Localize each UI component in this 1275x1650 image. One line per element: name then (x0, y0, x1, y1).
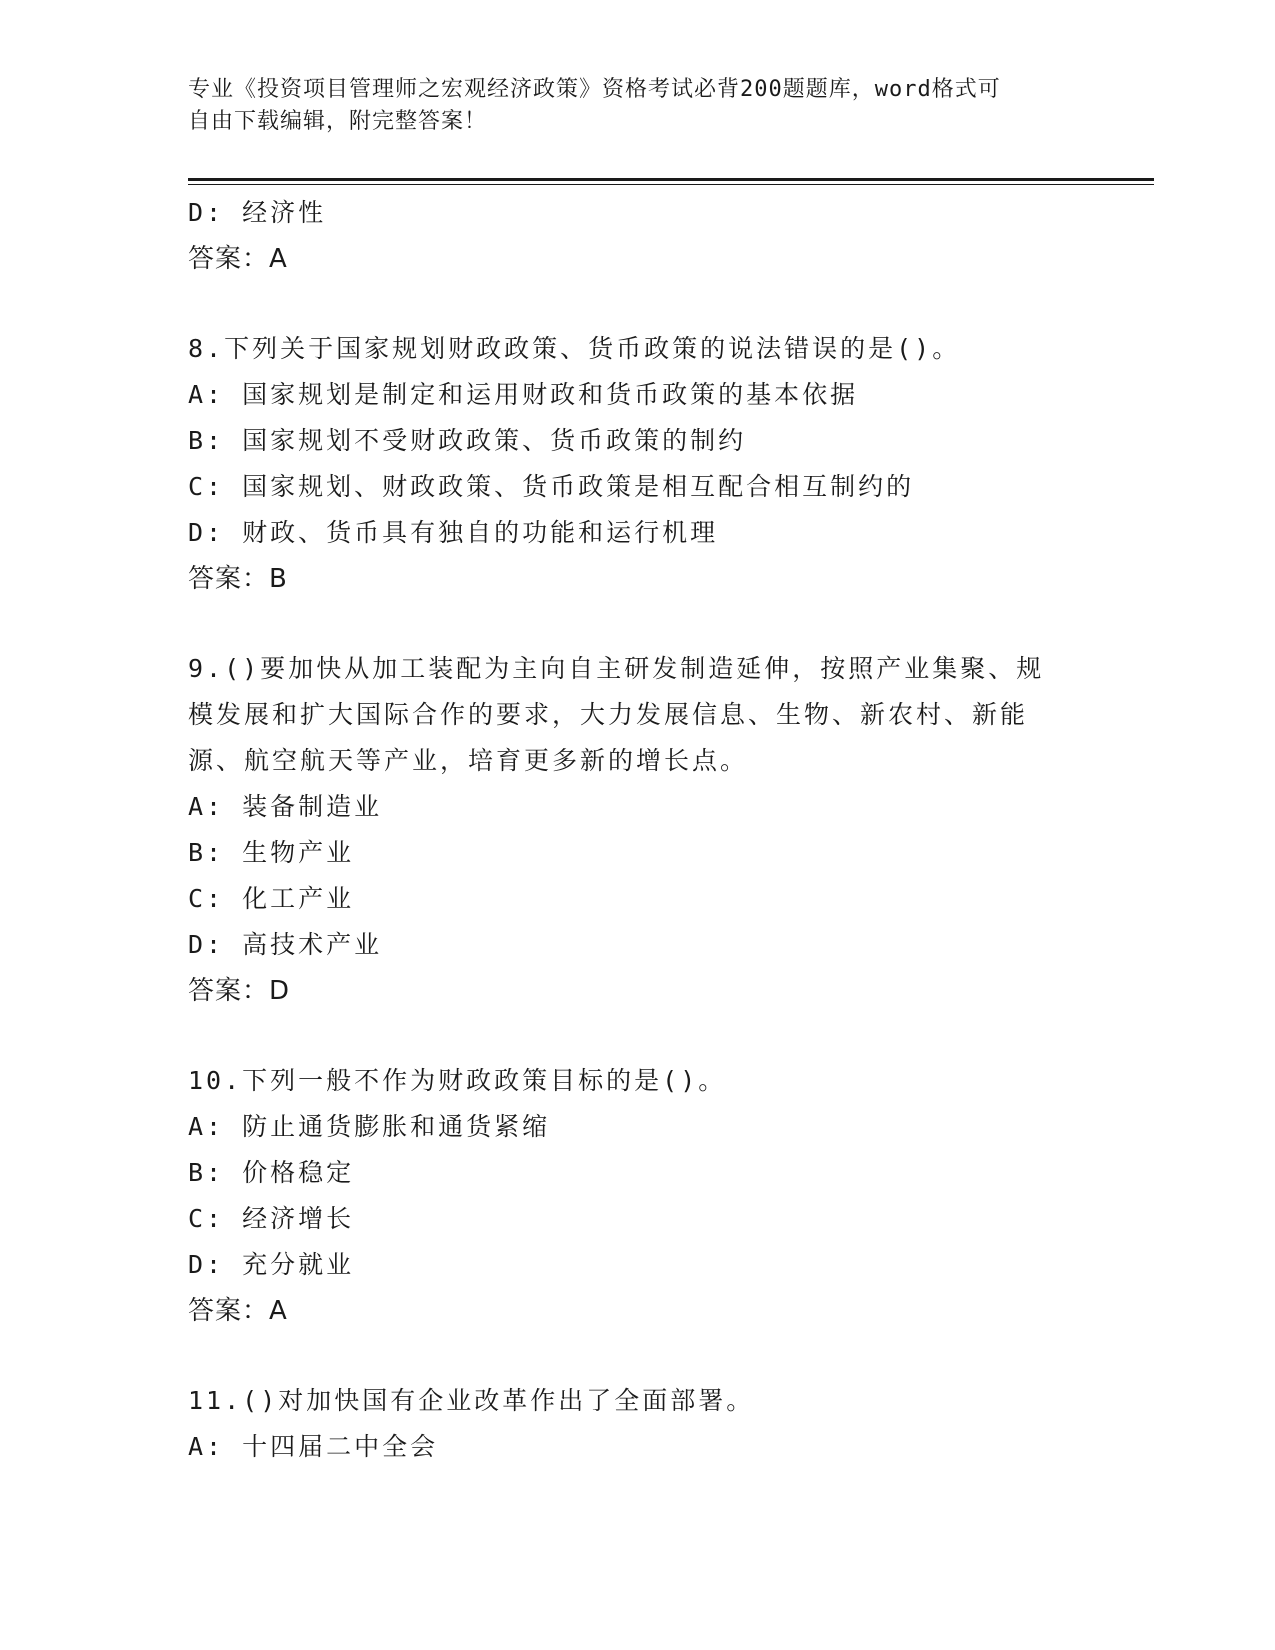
q8-option-c: C: 国家规划、财政政策、货币政策是相互配合相互制约的 (188, 472, 915, 501)
q8-option-d: D: 财政、货币具有独自的功能和运行机理 (188, 518, 719, 547)
header-title-line1: 专业《投资项目管理师之宏观经济政策》资格考试必背200题题库，word格式可 (188, 77, 1001, 102)
q9-answer: 答案：D (188, 976, 291, 1006)
q8-option-a: A: 国家规划是制定和运用财政和货币政策的基本依据 (188, 380, 859, 409)
spacer (188, 602, 1068, 646)
header-divider-thick (188, 178, 1154, 181)
q10-option-b: B: 价格稳定 (188, 1158, 355, 1187)
q10-question: 10.下列一般不作为财政政策目标的是()。 (188, 1066, 727, 1095)
document-header (188, 74, 1068, 138)
q10-answer: 答案：A (188, 1296, 288, 1326)
q9-option-c: C: 化工产业 (188, 884, 355, 913)
q9-question-line1: 9.()要加快从加工装配为主向自主研发制造延伸，按照产业集聚、规 (188, 654, 1045, 683)
header-divider-thin (188, 184, 1154, 185)
question-8 (188, 326, 1068, 602)
question-9 (188, 646, 1068, 1014)
question-10 (188, 1058, 1068, 1334)
q11-question: 11.()对加快国有企业改革作出了全面部署。 (188, 1386, 755, 1415)
spacer (188, 1334, 1068, 1378)
q8-option-b: B: 国家规划不受财政政策、货币政策的制约 (188, 426, 747, 455)
q9-option-a: A: 装备制造业 (188, 792, 383, 821)
question-11 (188, 1378, 1068, 1470)
q8-answer: 答案：B (188, 564, 288, 594)
q9-question-line2: 模发展和扩大国际合作的要求，大力发展信息、生物、新农村、新能 (188, 700, 1029, 729)
q8-question: 8.下列关于国家规划财政政策、货币政策的说法错误的是()。 (188, 334, 961, 363)
spacer (188, 1014, 1068, 1058)
question-7-tail (188, 190, 1068, 282)
q9-option-d: D: 高技术产业 (188, 930, 383, 959)
question-content (188, 190, 1068, 1470)
q7-answer: 答案：A (188, 244, 288, 274)
q10-option-c: C: 经济增长 (188, 1204, 355, 1233)
q10-option-a: A: 防止通货膨胀和通货紧缩 (188, 1112, 551, 1141)
q9-question-line3: 源、航空航天等产业，培育更多新的增长点。 (188, 746, 749, 775)
q9-option-b: B: 生物产业 (188, 838, 355, 867)
q11-option-a: A: 十四届二中全会 (188, 1432, 439, 1461)
spacer (188, 282, 1068, 326)
q10-option-d: D: 充分就业 (188, 1250, 355, 1279)
header-title-line2: 自由下载编辑，附完整答案！ (188, 109, 488, 134)
q7-option-d: D: 经济性 (188, 198, 327, 227)
